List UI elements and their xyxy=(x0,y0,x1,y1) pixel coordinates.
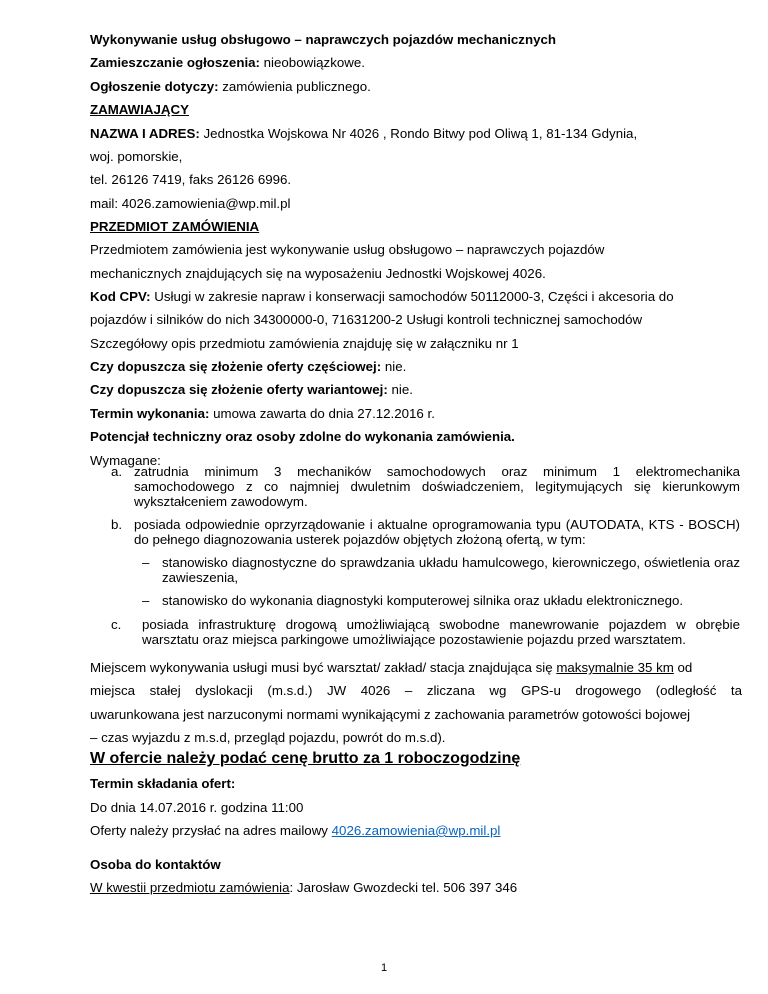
buyer-heading: ZAMAWIAJĄCY xyxy=(90,102,189,117)
location-line3: uwarunkowana jest narzuconymi normami wynikającymi z zachowania parametrów gotowości bojowej xyxy=(90,707,691,722)
placement-row xyxy=(90,55,365,71)
location-text: Miejscem wykonywania usługi musi być warsztat/ zakład/ stacja znajdująca się xyxy=(90,660,557,675)
contact-value: : Jarosław Gwozdecki tel. 506 397 346 xyxy=(289,880,518,895)
submission-row xyxy=(90,823,500,839)
list-item-text: posiada infrastrukturę drogową umożliwiającą swobodne manewrowanie pojazdem w obrębie warsztatu oraz miejsca parkingowe umożliwiające pozostawienie pojazdu przed warsztatem. xyxy=(142,617,740,647)
required-label: Wymagane: xyxy=(90,453,161,468)
price-note: W ofercie należy podać cenę brutto za 1 roboczogodzinę xyxy=(90,750,521,767)
concerns-value: zamówienia publicznego. xyxy=(218,79,371,94)
email-link[interactable]: 4026.zamowienia@wp.mil.pl xyxy=(331,823,501,838)
partial-value: nie. xyxy=(381,359,407,374)
list-item-text: posiada odpowiednie oprzyrządowanie i aktualne oprogramowania typu (AUTODATA, KTS - BOSCH) do pełnego diagnozowania usterek pojazdów objętych złożoną ofertą, w tym: xyxy=(134,517,740,547)
deadline-value: umowa zawarta do dnia 27.12.2016 r. xyxy=(209,406,435,421)
sublist-item-text: stanowisko do wykonania diagnostyki komputerowej silnika oraz układu elektronicznego. xyxy=(162,593,684,608)
sublist-item-text: stanowisko diagnostyczne do sprawdzania układu hamulcowego, kierowniczego, oświetlenia oraz zawieszenia, xyxy=(162,555,740,585)
concerns-row xyxy=(90,79,371,95)
list-item-marker: c. xyxy=(111,617,122,632)
partial-label: Czy dopuszcza się złożenie oferty częściowej: xyxy=(90,359,382,374)
buyer-name-value: Jednostka Wojskowa Nr 4026 , Rondo Bitwy pod Oliwą 1, 81-134 Gdynia, xyxy=(199,126,638,141)
subject-heading: PRZEDMIOT ZAMÓWIENIA xyxy=(90,219,260,234)
contact-row xyxy=(90,880,517,896)
max-distance: maksymalnie 35 km xyxy=(556,660,674,675)
deadline-label: Termin wykonania: xyxy=(90,406,210,421)
submission-date: Do dnia 14.07.2016 r. godzina 11:00 xyxy=(90,800,304,815)
sublist-dash: – xyxy=(142,555,150,570)
document-title: Wykonywanie usług obsługowo – naprawczych pojazdów mechanicznych xyxy=(90,32,556,47)
list-item-marker: a. xyxy=(111,464,123,479)
detail-text: Szczegółowy opis przedmiotu zamówienia znajduję się w załączniku nr 1 xyxy=(90,336,519,351)
buyer-phone: tel. 26126 7419, faks 26126 6996. xyxy=(90,172,292,187)
subject-desc-line2: mechanicznych znajdujących się na wyposażeniu Jednostki Wojskowej 4026. xyxy=(90,266,546,281)
buyer-region: woj. pomorskie, xyxy=(90,149,183,164)
partial-row xyxy=(90,359,406,375)
list-item-marker: b. xyxy=(111,517,123,532)
sublist-dash: – xyxy=(142,593,150,608)
contact-heading: Osoba do kontaktów xyxy=(90,857,221,872)
cpv-line2: pojazdów i silników do nich 34300000-0, 71631200-2 Usługi kontroli technicznej samochodów xyxy=(90,312,643,327)
buyer-name-row xyxy=(90,126,637,142)
placement-value: nieobowiązkowe. xyxy=(259,55,365,70)
submission-heading: Termin składania ofert: xyxy=(90,776,236,791)
subject-desc-line1: Przedmiotem zamówienia jest wykonywanie usług obsługowo – naprawczych pojazdów xyxy=(90,242,605,257)
list-item-text: zatrudnia minimum 3 mechaników samochodowych oraz minimum 1 elektromechanika samochodowego z co najmniej dwuletnim doświadczeniem, legitymujących się kierunkowym wykształceniem zawodowym. xyxy=(134,464,740,509)
cpv-row xyxy=(90,289,674,305)
location-text-end: od xyxy=(673,660,693,675)
variant-value: nie. xyxy=(387,382,413,397)
page-number: 1 xyxy=(380,962,388,974)
contact-label: W kwestii przedmiotu zamówienia xyxy=(90,880,290,895)
cpv-line1: Usługi w zakresie napraw i konserwacji samochodów 50112000-3, Części i akcesoria do xyxy=(150,289,674,304)
location-line4: – czas wyjazdu z m.s.d, przegląd pojazdu, powrót do m.s.d). xyxy=(90,730,446,745)
concerns-label: Ogłoszenie dotyczy: xyxy=(90,79,219,94)
location-line1 xyxy=(90,660,692,676)
location-line2: miejsca stałej dyslokacji (m.s.d.) JW 4026 – zliczana wg GPS-u drogowego (odległość ta xyxy=(90,683,742,698)
capacity-heading: Potencjał techniczny oraz osoby zdolne do wykonania zamówienia. xyxy=(90,429,515,444)
buyer-name-label: NAZWA I ADRES: xyxy=(90,126,200,141)
submission-text: Oferty należy przysłać na adres mailowy xyxy=(90,823,332,838)
cpv-label: Kod CPV: xyxy=(90,289,151,304)
variant-row xyxy=(90,382,413,398)
buyer-mail: mail: 4026.zamowienia@wp.mil.pl xyxy=(90,196,291,211)
deadline-row xyxy=(90,406,435,422)
placement-label: Zamieszczanie ogłoszenia: xyxy=(90,55,260,70)
variant-label: Czy dopuszcza się złożenie oferty wariantowej: xyxy=(90,382,388,397)
